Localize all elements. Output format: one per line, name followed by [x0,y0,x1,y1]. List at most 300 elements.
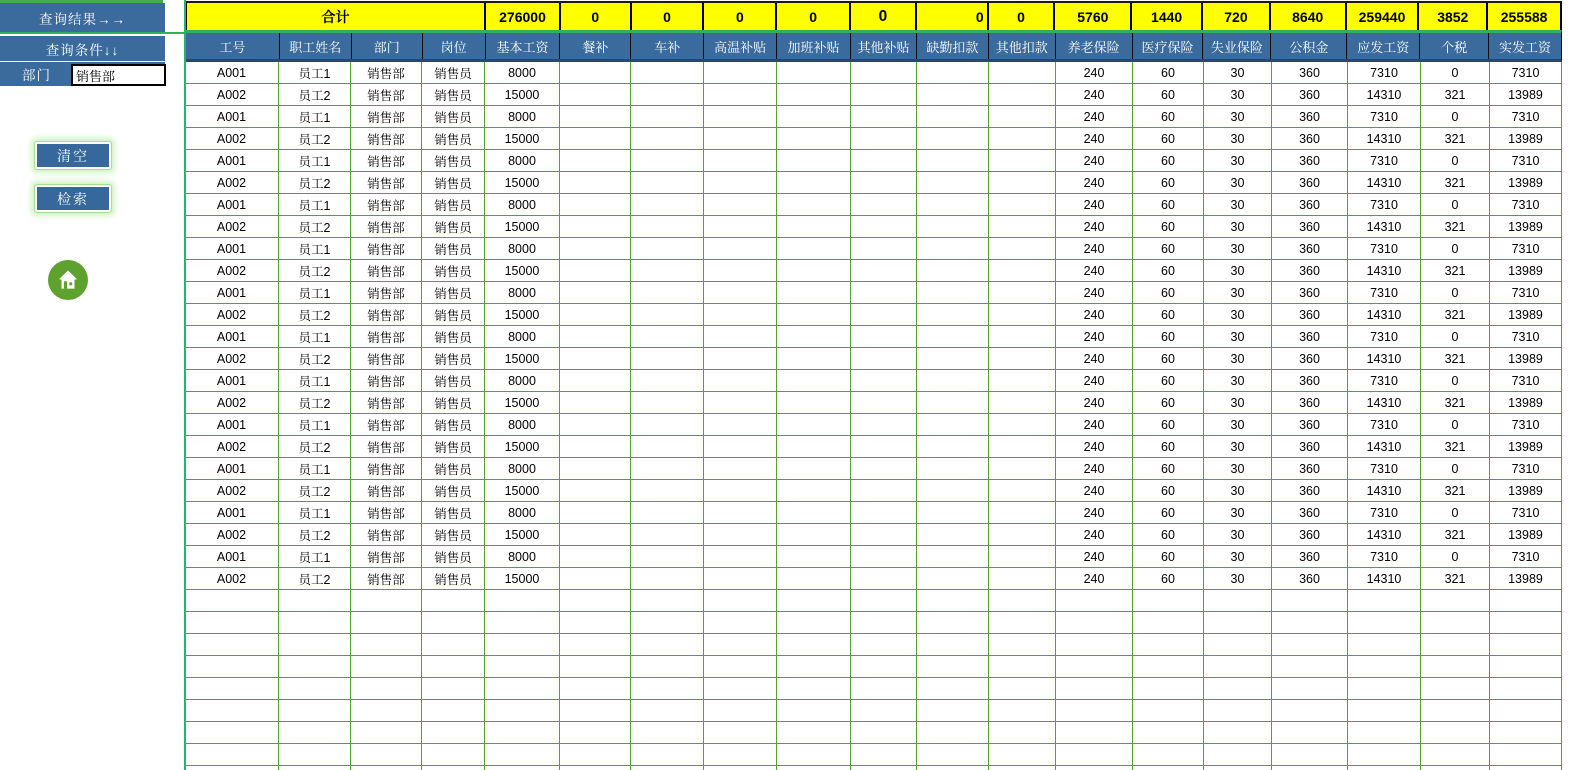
table-cell[interactable] [851,150,917,171]
table-cell[interactable]: 员工1 [279,238,351,259]
table-cell[interactable] [851,62,917,83]
table-cell[interactable]: 321 [1421,172,1490,193]
table-cell[interactable] [1421,634,1490,655]
table-cell[interactable] [851,700,917,721]
table-cell[interactable] [560,216,631,237]
table-cell[interactable]: 60 [1133,326,1204,347]
table-cell[interactable]: 0 [1421,502,1490,523]
table-cell[interactable] [704,458,777,479]
table-cell[interactable] [631,370,704,391]
table-cell[interactable]: 240 [1056,502,1133,523]
table-cell[interactable] [1272,678,1348,699]
table-cell[interactable] [1421,678,1490,699]
table-cell[interactable] [560,722,631,743]
table-cell[interactable] [704,634,777,655]
table-cell[interactable] [351,612,422,633]
table-cell[interactable]: A002 [185,260,279,281]
table-cell[interactable] [777,744,851,765]
table-cell[interactable] [777,678,851,699]
table-cell[interactable]: 销售员 [422,106,485,127]
table-cell[interactable] [279,700,351,721]
table-cell[interactable] [1272,744,1348,765]
table-cell[interactable] [1490,590,1562,611]
table-cell[interactable]: 销售部 [351,546,422,567]
table-cell[interactable] [279,722,351,743]
table-cell[interactable] [704,172,777,193]
table-cell[interactable] [1421,766,1490,770]
table-cell[interactable]: 30 [1204,260,1272,281]
table-cell[interactable] [989,304,1056,325]
table-cell[interactable] [1204,656,1272,677]
table-cell[interactable] [777,392,851,413]
table-cell[interactable] [351,656,422,677]
table-cell[interactable] [185,700,279,721]
table-cell[interactable]: 7310 [1348,62,1421,83]
table-cell[interactable]: 销售员 [422,304,485,325]
table-cell[interactable]: 员工1 [279,458,351,479]
table-cell[interactable] [704,216,777,237]
table-cell[interactable] [560,458,631,479]
table-cell[interactable] [1348,656,1421,677]
table-cell[interactable] [185,744,279,765]
table-cell[interactable]: 321 [1421,480,1490,501]
table-cell[interactable]: A001 [185,282,279,303]
table-cell[interactable] [631,678,704,699]
table-cell[interactable] [1272,590,1348,611]
table-cell[interactable] [279,744,351,765]
table-cell[interactable]: 321 [1421,260,1490,281]
table-cell[interactable] [631,62,704,83]
table-cell[interactable] [989,722,1056,743]
table-cell[interactable] [1133,744,1204,765]
table-cell[interactable]: 360 [1272,106,1348,127]
table-cell[interactable] [777,568,851,589]
table-cell[interactable]: 员工2 [279,436,351,457]
table-cell[interactable]: 60 [1133,370,1204,391]
table-cell[interactable] [704,326,777,347]
table-cell[interactable] [631,260,704,281]
table-cell[interactable] [1421,700,1490,721]
table-cell[interactable]: 30 [1204,194,1272,215]
table-cell[interactable]: 销售部 [351,502,422,523]
table-cell[interactable]: 240 [1056,260,1133,281]
table-cell[interactable]: 360 [1272,216,1348,237]
table-cell[interactable]: 13989 [1490,392,1562,413]
table-cell[interactable]: 7310 [1348,106,1421,127]
table-cell[interactable] [917,502,989,523]
table-cell[interactable]: 销售部 [351,194,422,215]
table-cell[interactable] [1056,634,1133,655]
table-cell[interactable]: 0 [1421,458,1490,479]
table-cell[interactable]: 员工2 [279,568,351,589]
table-cell[interactable]: 30 [1204,106,1272,127]
table-cell[interactable] [917,106,989,127]
table-cell[interactable]: 7310 [1348,326,1421,347]
table-cell[interactable]: 销售部 [351,480,422,501]
table-cell[interactable]: 30 [1204,524,1272,545]
table-cell[interactable] [704,722,777,743]
table-cell[interactable]: 14310 [1348,304,1421,325]
table-cell[interactable] [1133,634,1204,655]
table-cell[interactable]: 7310 [1490,326,1562,347]
table-cell[interactable] [1421,612,1490,633]
department-input[interactable] [71,64,166,86]
table-cell[interactable]: 60 [1133,458,1204,479]
table-cell[interactable] [989,282,1056,303]
table-cell[interactable] [704,546,777,567]
table-cell[interactable]: 30 [1204,370,1272,391]
table-cell[interactable]: 销售部 [351,370,422,391]
table-cell[interactable]: 360 [1272,238,1348,259]
table-cell[interactable]: 销售员 [422,260,485,281]
table-cell[interactable]: 0 [1421,106,1490,127]
table-cell[interactable] [1133,612,1204,633]
table-cell[interactable] [560,370,631,391]
table-cell[interactable]: 7310 [1490,546,1562,567]
table-cell[interactable] [560,502,631,523]
table-cell[interactable]: 14310 [1348,128,1421,149]
table-cell[interactable]: 销售部 [351,238,422,259]
table-cell[interactable]: 240 [1056,480,1133,501]
table-cell[interactable]: A001 [185,62,279,83]
table-cell[interactable]: 321 [1421,216,1490,237]
table-cell[interactable] [704,480,777,501]
table-cell[interactable] [631,150,704,171]
table-cell[interactable]: A002 [185,568,279,589]
table-cell[interactable] [560,238,631,259]
table-cell[interactable]: 60 [1133,436,1204,457]
table-cell[interactable] [917,766,989,770]
table-cell[interactable] [1490,700,1562,721]
table-cell[interactable] [989,766,1056,770]
table-cell[interactable]: 15000 [485,568,560,589]
table-cell[interactable]: 销售部 [351,128,422,149]
table-cell[interactable] [704,766,777,770]
table-cell[interactable] [777,414,851,435]
table-cell[interactable]: 60 [1133,568,1204,589]
table-cell[interactable] [631,304,704,325]
table-cell[interactable] [777,480,851,501]
table-cell[interactable] [560,326,631,347]
table-cell[interactable]: 7310 [1490,414,1562,435]
table-cell[interactable] [917,480,989,501]
table-cell[interactable] [917,524,989,545]
table-cell[interactable]: 7310 [1348,194,1421,215]
table-cell[interactable]: 7310 [1348,282,1421,303]
table-cell[interactable] [485,634,560,655]
table-cell[interactable] [704,568,777,589]
table-cell[interactable]: 360 [1272,128,1348,149]
table-cell[interactable] [917,414,989,435]
table-cell[interactable] [917,590,989,611]
table-cell[interactable]: A001 [185,238,279,259]
table-cell[interactable]: 13989 [1490,84,1562,105]
table-cell[interactable] [704,304,777,325]
table-cell[interactable] [989,216,1056,237]
table-cell[interactable] [704,392,777,413]
table-cell[interactable]: 员工1 [279,502,351,523]
table-cell[interactable] [917,84,989,105]
table-cell[interactable] [777,62,851,83]
table-cell[interactable]: 30 [1204,348,1272,369]
table-cell[interactable]: 8000 [485,106,560,127]
table-cell[interactable] [422,722,485,743]
table-cell[interactable] [917,304,989,325]
table-cell[interactable]: 8000 [485,62,560,83]
table-cell[interactable] [351,634,422,655]
table-cell[interactable] [560,524,631,545]
table-cell[interactable] [851,590,917,611]
table-cell[interactable]: 240 [1056,392,1133,413]
table-cell[interactable]: 30 [1204,546,1272,567]
table-cell[interactable]: 30 [1204,436,1272,457]
home-icon[interactable] [48,260,88,300]
table-cell[interactable] [851,744,917,765]
table-cell[interactable]: 321 [1421,348,1490,369]
table-cell[interactable]: 销售部 [351,436,422,457]
table-cell[interactable] [704,436,777,457]
table-cell[interactable]: 14310 [1348,392,1421,413]
table-cell[interactable]: 13989 [1490,216,1562,237]
table-cell[interactable]: 员工2 [279,304,351,325]
table-cell[interactable]: 员工1 [279,546,351,567]
table-cell[interactable] [777,304,851,325]
table-cell[interactable]: 0 [1421,326,1490,347]
table-cell[interactable] [989,700,1056,721]
table-cell[interactable] [917,194,989,215]
table-cell[interactable] [1348,766,1421,770]
table-cell[interactable] [631,524,704,545]
table-cell[interactable] [704,612,777,633]
table-cell[interactable] [917,216,989,237]
table-cell[interactable]: 14310 [1348,436,1421,457]
table-cell[interactable]: 321 [1421,568,1490,589]
table-cell[interactable] [351,590,422,611]
table-cell[interactable] [1056,590,1133,611]
table-cell[interactable]: 0 [1421,414,1490,435]
table-cell[interactable]: 13989 [1490,172,1562,193]
table-cell[interactable] [704,348,777,369]
table-cell[interactable] [631,436,704,457]
table-cell[interactable]: 240 [1056,172,1133,193]
table-cell[interactable] [485,612,560,633]
table-cell[interactable]: 销售员 [422,436,485,457]
table-cell[interactable]: 销售部 [351,172,422,193]
table-cell[interactable] [1204,700,1272,721]
table-cell[interactable]: A002 [185,172,279,193]
table-cell[interactable]: 8000 [485,150,560,171]
table-cell[interactable] [185,590,279,611]
table-cell[interactable] [704,502,777,523]
table-cell[interactable]: 销售员 [422,150,485,171]
table-cell[interactable]: 销售员 [422,282,485,303]
table-cell[interactable] [1348,634,1421,655]
table-cell[interactable] [560,282,631,303]
table-cell[interactable]: 30 [1204,128,1272,149]
table-cell[interactable] [1490,612,1562,633]
table-cell[interactable]: 60 [1133,216,1204,237]
table-cell[interactable]: 240 [1056,414,1133,435]
table-cell[interactable]: 60 [1133,480,1204,501]
table-cell[interactable] [704,656,777,677]
table-cell[interactable] [777,370,851,391]
table-cell[interactable]: 30 [1204,326,1272,347]
table-cell[interactable] [1056,656,1133,677]
table-cell[interactable]: 240 [1056,326,1133,347]
table-cell[interactable] [560,656,631,677]
table-cell[interactable] [560,634,631,655]
table-cell[interactable] [851,502,917,523]
table-cell[interactable]: 360 [1272,392,1348,413]
table-cell[interactable] [1490,722,1562,743]
table-cell[interactable] [560,744,631,765]
table-cell[interactable] [1056,722,1133,743]
table-cell[interactable] [560,62,631,83]
table-cell[interactable] [704,370,777,391]
table-cell[interactable] [851,766,917,770]
table-cell[interactable]: 销售员 [422,392,485,413]
table-cell[interactable]: 销售部 [351,260,422,281]
table-cell[interactable]: 240 [1056,150,1133,171]
table-cell[interactable]: 15000 [485,84,560,105]
table-cell[interactable]: 321 [1421,436,1490,457]
table-cell[interactable] [917,744,989,765]
table-cell[interactable]: 15000 [485,172,560,193]
table-cell[interactable]: 销售员 [422,128,485,149]
table-cell[interactable] [1204,678,1272,699]
table-cell[interactable]: 30 [1204,238,1272,259]
table-cell[interactable]: 60 [1133,128,1204,149]
table-cell[interactable]: 60 [1133,524,1204,545]
table-cell[interactable] [777,766,851,770]
table-cell[interactable] [704,744,777,765]
table-cell[interactable]: 15000 [485,216,560,237]
table-cell[interactable] [485,678,560,699]
table-cell[interactable] [777,216,851,237]
table-cell[interactable] [851,436,917,457]
table-cell[interactable]: 销售员 [422,568,485,589]
table-cell[interactable] [422,678,485,699]
table-cell[interactable] [560,348,631,369]
table-cell[interactable]: 销售部 [351,414,422,435]
table-cell[interactable] [631,106,704,127]
table-cell[interactable]: 321 [1421,524,1490,545]
table-cell[interactable]: 30 [1204,502,1272,523]
table-cell[interactable] [485,700,560,721]
table-cell[interactable] [279,678,351,699]
table-cell[interactable] [777,436,851,457]
table-cell[interactable]: 7310 [1490,458,1562,479]
table-cell[interactable] [917,568,989,589]
table-cell[interactable] [989,568,1056,589]
table-cell[interactable] [989,524,1056,545]
table-cell[interactable]: A002 [185,436,279,457]
table-cell[interactable]: 8000 [485,370,560,391]
table-cell[interactable] [1348,722,1421,743]
table-cell[interactable] [777,634,851,655]
table-cell[interactable]: 60 [1133,84,1204,105]
table-cell[interactable]: 销售员 [422,194,485,215]
table-cell[interactable]: 240 [1056,568,1133,589]
table-cell[interactable] [422,766,485,770]
table-cell[interactable] [777,590,851,611]
table-cell[interactable] [777,150,851,171]
table-cell[interactable]: 销售员 [422,216,485,237]
table-cell[interactable] [851,128,917,149]
table-cell[interactable] [279,656,351,677]
table-cell[interactable]: 7310 [1490,150,1562,171]
table-cell[interactable] [560,194,631,215]
table-cell[interactable] [1421,590,1490,611]
table-cell[interactable] [917,700,989,721]
table-cell[interactable]: 0 [1421,546,1490,567]
table-cell[interactable]: 销售部 [351,106,422,127]
table-cell[interactable]: 60 [1133,414,1204,435]
table-cell[interactable]: 8000 [485,458,560,479]
table-cell[interactable] [1204,722,1272,743]
table-cell[interactable]: 7310 [1348,238,1421,259]
table-cell[interactable]: 15000 [485,480,560,501]
table-cell[interactable] [704,150,777,171]
table-cell[interactable] [1490,678,1562,699]
table-cell[interactable] [851,106,917,127]
table-cell[interactable] [1348,612,1421,633]
table-cell[interactable]: 360 [1272,172,1348,193]
table-cell[interactable] [1133,678,1204,699]
table-cell[interactable]: 14310 [1348,348,1421,369]
table-cell[interactable]: 销售员 [422,502,485,523]
table-cell[interactable] [704,128,777,149]
table-cell[interactable]: 销售部 [351,304,422,325]
table-cell[interactable]: 14310 [1348,568,1421,589]
table-cell[interactable] [851,326,917,347]
table-cell[interactable]: A001 [185,546,279,567]
table-cell[interactable]: 30 [1204,216,1272,237]
table-cell[interactable]: 240 [1056,84,1133,105]
table-cell[interactable]: A001 [185,326,279,347]
table-cell[interactable] [485,722,560,743]
table-cell[interactable]: 员工1 [279,282,351,303]
table-cell[interactable] [185,634,279,655]
table-cell[interactable] [704,106,777,127]
table-cell[interactable] [989,326,1056,347]
table-cell[interactable]: 员工2 [279,172,351,193]
table-cell[interactable] [704,524,777,545]
table-cell[interactable]: 360 [1272,546,1348,567]
table-cell[interactable]: 240 [1056,128,1133,149]
table-cell[interactable] [1133,656,1204,677]
table-cell[interactable]: 员工2 [279,392,351,413]
table-cell[interactable] [851,282,917,303]
table-cell[interactable] [1204,590,1272,611]
table-cell[interactable] [560,106,631,127]
table-cell[interactable] [989,238,1056,259]
table-cell[interactable] [917,260,989,281]
table-cell[interactable] [917,656,989,677]
table-cell[interactable] [917,370,989,391]
table-cell[interactable] [1204,766,1272,770]
table-cell[interactable]: 销售员 [422,370,485,391]
table-cell[interactable]: 销售员 [422,348,485,369]
table-cell[interactable]: 8000 [485,502,560,523]
table-cell[interactable] [560,150,631,171]
table-cell[interactable]: 14310 [1348,84,1421,105]
table-cell[interactable] [989,150,1056,171]
table-cell[interactable]: 销售员 [422,238,485,259]
table-cell[interactable]: 员工1 [279,62,351,83]
table-cell[interactable]: 14310 [1348,524,1421,545]
table-cell[interactable] [704,700,777,721]
